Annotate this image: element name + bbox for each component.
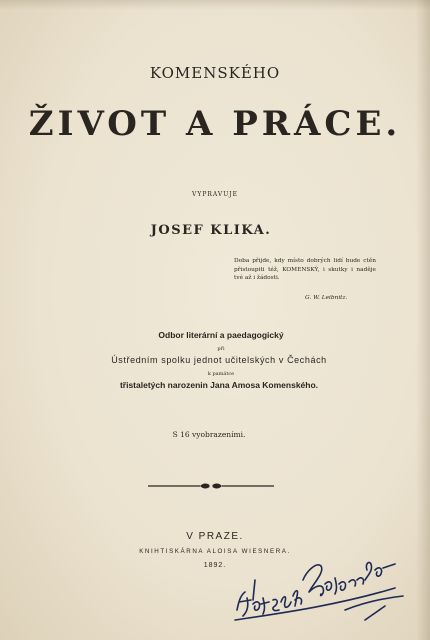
- page-edge-shadow-right: [416, 0, 430, 640]
- main-title: ŽIVOT A PRÁCE.: [28, 104, 402, 144]
- epigraph-attribution: G. W. Leibnitz.: [305, 295, 348, 301]
- author-name: JOSEF KLIKA.: [150, 223, 272, 238]
- decorative-rule-icon: [148, 480, 274, 492]
- publisher-line-2: při: [217, 346, 225, 352]
- imprint-printer: KNIHTISKÁRNA ALOISA WIESNERA.: [139, 548, 291, 555]
- epigraph-text: Doba přijde, kdy místo dobrých lidí bude ctěn přistoupiti též, KOMENSKÝ, i skutky i naděje tvé až i žádosti.: [234, 258, 376, 282]
- publisher-line-4: k památce: [207, 371, 235, 377]
- illustrations-note: S 16 vyobrazeními.: [172, 430, 246, 439]
- page-edge-shadow-top: [0, 0, 430, 10]
- title-genitive-name: KOMENSKÉHO: [149, 64, 281, 82]
- handwritten-signature-icon: [225, 540, 415, 635]
- narrated-by-label: VYPRAVUJE: [192, 191, 238, 198]
- imprint-city: V PRAZE.: [186, 531, 244, 542]
- publisher-line-1: Odbor literární a paedagogický: [158, 330, 284, 340]
- publisher-line-3: Ústředním spolku jednot učitelských v Čechách: [111, 355, 327, 365]
- imprint-year: 1892.: [203, 562, 227, 569]
- publisher-line-5: třistaletých narozenin Jana Amosa Komenského.: [119, 380, 319, 390]
